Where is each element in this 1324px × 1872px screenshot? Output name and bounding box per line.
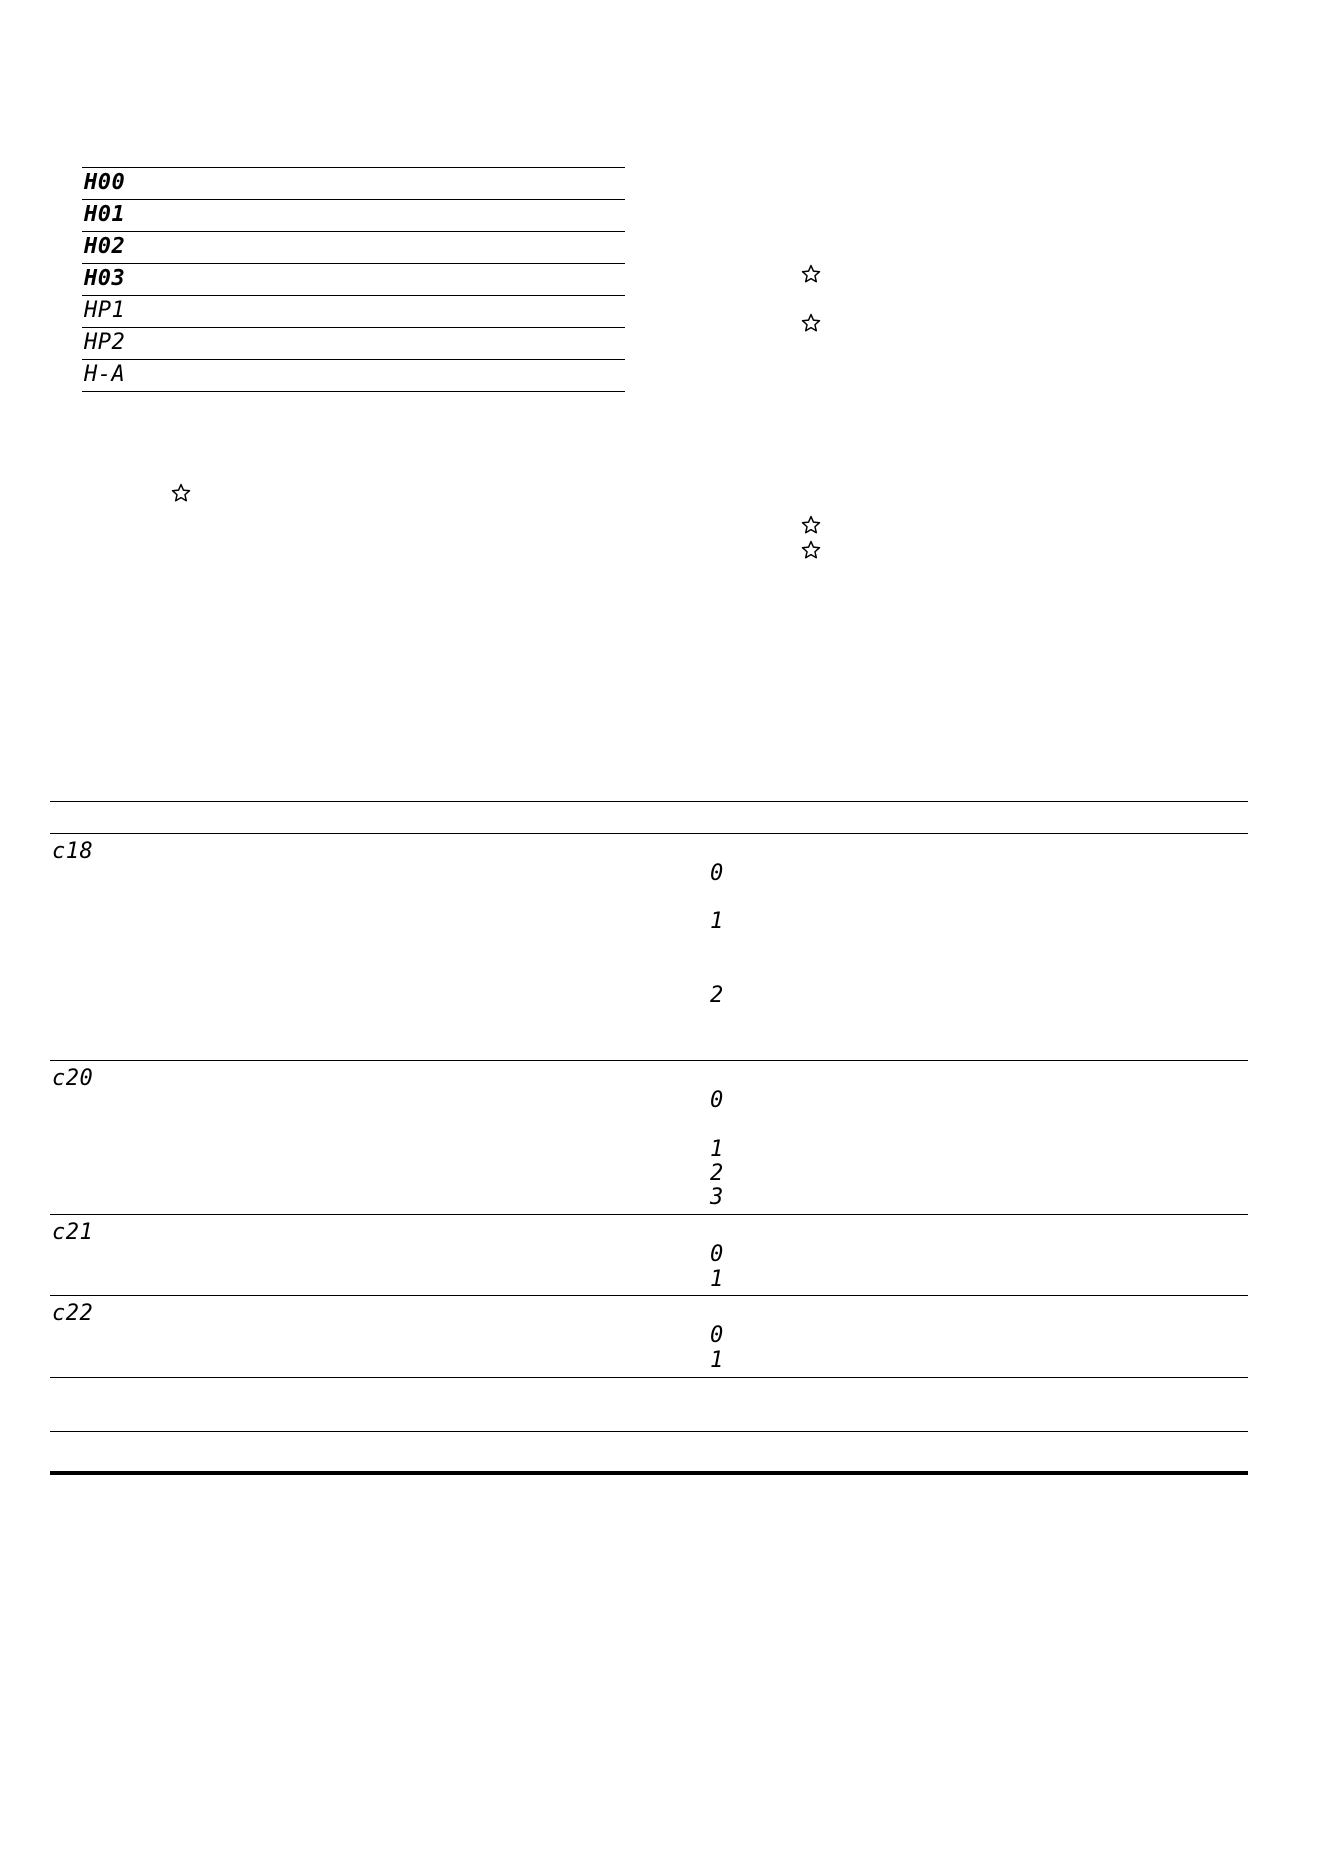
setting-code: c20 <box>52 1066 94 1091</box>
header-bottom-rule <box>50 833 1248 834</box>
table-rule <box>82 295 625 296</box>
setting-value: 1 <box>710 1267 724 1292</box>
star-icon <box>800 514 822 536</box>
table-rule <box>82 391 625 392</box>
table-rule <box>82 231 625 232</box>
star-icon <box>170 482 192 504</box>
setting-code: c22 <box>52 1301 94 1326</box>
hood-code: H03 <box>84 266 126 291</box>
setting-value: 1 <box>710 1348 724 1373</box>
star-icon <box>800 539 822 561</box>
group-rule <box>50 1295 1248 1296</box>
star-icon <box>800 263 822 285</box>
setting-value: 2 <box>710 1161 724 1186</box>
header-rule-left <box>50 801 709 802</box>
hood-code: H02 <box>84 234 126 259</box>
hood-code: H-A <box>84 362 126 387</box>
table-rule <box>82 359 625 360</box>
setting-value: 2 <box>710 983 724 1008</box>
setting-value: 0 <box>710 1323 724 1348</box>
group-rule <box>50 1214 1248 1215</box>
header-rule-right <box>709 801 1248 802</box>
setting-value: 1 <box>710 1137 724 1162</box>
table-rule <box>50 1431 1248 1432</box>
hood-code: HP2 <box>84 330 126 355</box>
group-rule <box>50 1060 1248 1061</box>
setting-code: c18 <box>52 839 94 864</box>
table-rule <box>82 263 625 264</box>
table-rule <box>82 167 625 168</box>
setting-value: 0 <box>710 1088 724 1113</box>
hood-code: H00 <box>84 170 126 195</box>
setting-value: 0 <box>710 1242 724 1267</box>
setting-code: c21 <box>52 1220 94 1245</box>
setting-value: 1 <box>710 909 724 934</box>
table-rule <box>82 199 625 200</box>
table-rule <box>82 327 625 328</box>
group-rule <box>50 1377 1248 1378</box>
setting-value: 3 <box>710 1185 724 1210</box>
table-bottom-rule <box>50 1471 1248 1475</box>
hood-code: HP1 <box>84 298 126 323</box>
star-icon <box>800 312 822 334</box>
hood-code: H01 <box>84 202 126 227</box>
setting-value: 0 <box>710 861 724 886</box>
